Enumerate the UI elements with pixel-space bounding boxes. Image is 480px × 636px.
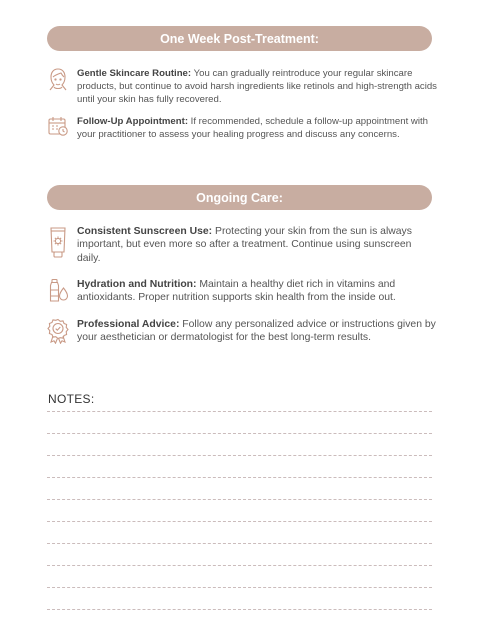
item-heading: Consistent Sunscreen Use: xyxy=(77,226,213,237)
item-body: Protecting your skin from the sun is always important, but even more so after a treatment. Continue using sunscreen daily. xyxy=(77,226,412,264)
notes-line xyxy=(47,411,432,412)
list-item xyxy=(47,318,437,345)
item-body: If recommended, schedule a follow-up appointment with your practitioner to assess your healing progress and discuss any concerns. xyxy=(77,116,428,140)
section-title: One Week Post-Treatment: xyxy=(160,31,319,46)
notes-line xyxy=(47,433,432,434)
sunscreen-tube-icon xyxy=(47,225,69,259)
water-bottle-icon xyxy=(47,278,69,304)
item-text xyxy=(77,318,437,345)
item-text xyxy=(77,225,437,265)
item-heading: Gentle Skincare Routine: xyxy=(77,68,192,79)
item-body: Follow any personalized advice or instructions given by your aesthetician or dermatologist for the best long-term results. xyxy=(77,319,436,344)
notes-line xyxy=(47,455,432,456)
list-item xyxy=(47,115,437,141)
notes-line xyxy=(47,543,432,544)
list-item xyxy=(47,278,437,305)
notes-line xyxy=(47,609,432,610)
item-heading: Hydration and Nutrition: xyxy=(77,279,197,290)
notes-line xyxy=(47,565,432,566)
item-heading: Follow-Up Appointment: xyxy=(77,116,189,127)
item-body: You can gradually reintroduce your regular skincare products, but continue to avoid harsh ingredients like retinols and high-strength acids until your skin has fully recovered. xyxy=(77,68,437,105)
item-body: Maintain a healthy diet rich in vitamins and antioxidants. Proper nutrition supports skin health from the inside out. xyxy=(77,279,396,304)
section-banner-ongoing-care xyxy=(47,185,432,210)
section-banner-one-week xyxy=(47,26,432,51)
item-text xyxy=(77,67,437,106)
award-badge-icon xyxy=(47,318,69,344)
item-text xyxy=(77,115,437,141)
item-heading: Professional Advice: xyxy=(77,319,180,330)
notes-line xyxy=(47,521,432,522)
notes-label: NOTES: xyxy=(48,392,95,406)
face-icon xyxy=(47,67,69,93)
section-title: Ongoing Care: xyxy=(196,190,283,205)
notes-line xyxy=(47,477,432,478)
list-item xyxy=(47,225,437,265)
notes-line xyxy=(47,587,432,588)
notes-line xyxy=(47,499,432,500)
list-item xyxy=(47,67,437,106)
calendar-icon xyxy=(47,115,69,137)
item-text xyxy=(77,278,437,305)
